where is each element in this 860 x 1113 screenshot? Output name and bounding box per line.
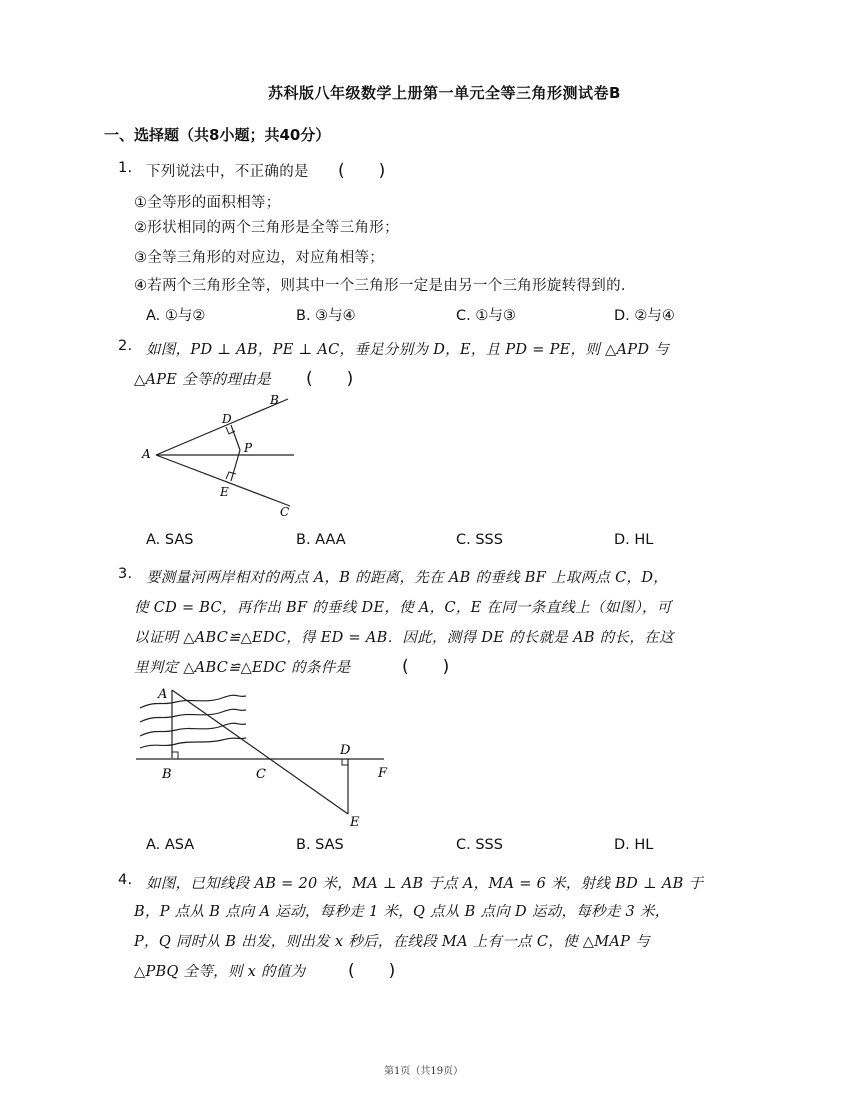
q2-option-b[interactable]: B. AAA <box>296 532 346 548</box>
q1-option-a[interactable]: A. ①与② <box>146 308 206 324</box>
q4-line-3: P，Q 同时从 B 出发，则出发 x 秒后，在线段 MA 上有一点 C，使 △MAP 与 <box>134 934 650 950</box>
q3-line-4: 里判定 △ABC≌△EDC 的条件是 <box>134 660 351 676</box>
q1-option-b[interactable]: B. ③与④ <box>296 308 356 324</box>
q1-statement-2: ②形状相同的两个三角形是全等三角形； <box>134 220 399 236</box>
q4-line-4: △PBQ 全等，则 x 的值为 <box>134 964 306 980</box>
q2-line-2: △APE 全等的理由是 <box>134 372 271 388</box>
q3-answer-paren: ( ) <box>402 657 450 677</box>
q1-option-d[interactable]: D. ②与④ <box>614 308 675 324</box>
q2-label-c: C <box>280 505 290 519</box>
q2-option-d[interactable]: D. HL <box>614 532 654 548</box>
q3-line-1: 要测量河两岸相对的两点 A，B 的距离，先在 AB 的垂线 BF 上取两点 C，D， <box>146 570 669 586</box>
q3-label-d: D <box>340 743 351 758</box>
q2-line-1: 如图，PD ⊥ AB，PE ⊥ AC，垂足分别为 D，E，且 PD = PE，则 △APD 与 <box>146 342 669 358</box>
q2-answer-paren: ( ) <box>306 369 354 389</box>
q3-option-d[interactable]: D. HL <box>614 837 654 853</box>
section-heading: 一、选择题（共8小题；共40分） <box>104 126 331 144</box>
q2-option-a[interactable]: A. SAS <box>146 532 194 548</box>
q2-figure <box>134 392 294 520</box>
q3-line-3: 以证明 △ABC≌△EDC，得 ED = AB．因此，测得 DE 的长就是 AB 的长，在这 <box>134 630 674 646</box>
q3-label-a: A <box>158 687 168 702</box>
q3-number: 3. <box>118 566 133 582</box>
q3-figure <box>136 682 392 830</box>
q4-answer-paren: ( ) <box>348 961 396 981</box>
q4-line-1: 如图，已知线段 AB = 20 米，MA ⊥ AB 于点 A，MA = 6 米，射线 BD ⊥ AB 于 <box>146 876 704 892</box>
q3-line-2: 使 CD = BC，再作出 BF 的垂线 DE，使 A，C，E 在同一条直线上（如图），可 <box>134 600 672 616</box>
q1-option-c[interactable]: C. ①与③ <box>456 308 516 324</box>
q4-line-2: B，P 点从 B 点向 A 运动，每秒走 1 米，Q 点从 B 点向 D 运动，每秒走 3 米， <box>134 904 670 920</box>
q2-option-c[interactable]: C. SSS <box>456 532 503 548</box>
q3-label-b: B <box>162 767 172 782</box>
q1-statement-4: ④若两个三角形全等，则其中一个三角形一定是由另一个三角形旋转得到的. <box>134 278 626 294</box>
q3-option-b[interactable]: B. SAS <box>296 837 344 853</box>
page-footer: 第1页（共19页） <box>384 1066 464 1077</box>
q3-option-c[interactable]: C. SSS <box>456 837 503 853</box>
q4-number: 4. <box>118 872 133 888</box>
q1-statement-1: ①全等形的面积相等； <box>134 195 281 211</box>
q1-answer-paren: ( ) <box>338 161 386 181</box>
q2-label-b: B <box>270 393 279 407</box>
q3-label-e: E <box>350 815 360 830</box>
q3-label-f: F <box>378 766 388 781</box>
q1-stem: 下列说法中，不正确的是 <box>146 164 309 180</box>
q1-statement-3: ③全等三角形的对应边，对应角相等； <box>134 250 385 266</box>
q2-number: 2. <box>118 338 133 354</box>
q3-option-a[interactable]: A. ASA <box>146 837 195 853</box>
q2-label-d: D <box>222 412 232 426</box>
q2-label-e: E <box>220 485 229 499</box>
q3-label-c: C <box>256 767 266 782</box>
q2-label-p: P <box>244 441 253 455</box>
q1-number: 1. <box>118 160 133 176</box>
page-title: 苏科版八年级数学上册第一单元全等三角形测试卷B <box>268 84 621 102</box>
q2-label-a: A <box>142 447 151 461</box>
